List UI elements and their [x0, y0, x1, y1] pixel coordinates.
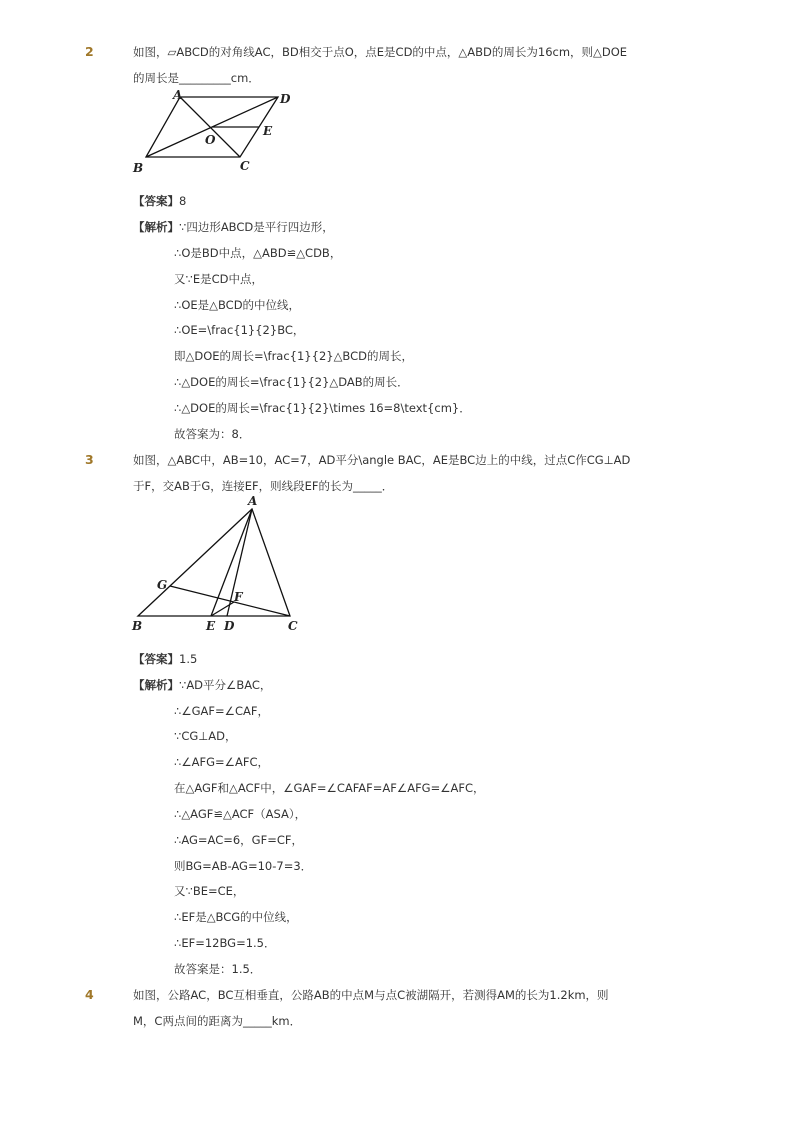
answer-value: 1.5 — [179, 652, 198, 666]
analysis-line: 则BG=AB-AG=10-7=3． — [174, 859, 313, 873]
analysis-line: ∴△DOE的周长=\frac{1}{2}△DAB的周长． — [174, 375, 409, 389]
triangle-abc — [138, 509, 290, 616]
q3-answer — [133, 651, 197, 667]
analysis-line: ∴AG=AC=6，GF=CF， — [174, 833, 303, 847]
label-b: B — [132, 619, 143, 633]
label-b: B — [133, 161, 144, 175]
label-c: C — [240, 159, 250, 173]
question-number-3: 3 — [85, 452, 94, 467]
analysis-line: 故答案是：1.5． — [174, 962, 262, 976]
analysis-line: ∵CG⊥AD， — [174, 729, 237, 743]
q3-analysis-first — [133, 677, 271, 693]
analysis-line: 在△AGF和△ACF中，∠GAF=∠CAFAF=AF∠AFG=∠AFC， — [174, 781, 485, 795]
q3-triangle-figure — [128, 494, 308, 634]
label-f: F — [234, 590, 243, 604]
analysis-line: ∵AD平分∠BAC， — [179, 678, 272, 692]
q2-answer — [133, 193, 186, 209]
analysis-line: ∴△AGF≌△ACF（ASA）， — [174, 807, 307, 821]
label-a: A — [173, 88, 183, 102]
analysis-line: ∴∠GAF=∠CAF， — [174, 704, 269, 718]
analysis-tag: 【解析】 — [133, 678, 179, 692]
q2-stem-line1: 如图，▱ABCD的对角线AC，BD相交于点O，点E是CD的中点，△ABD的周长为16cm，则△DOE — [133, 45, 628, 59]
analysis-tag: 【解析】 — [133, 220, 179, 234]
analysis-line: ∴OE=\frac{1}{2}BC， — [174, 323, 305, 337]
analysis-line: ∴OE是△BCD的中位线， — [174, 298, 301, 312]
label-g: G — [157, 578, 168, 592]
q2-analysis-first — [133, 219, 334, 235]
q4-stem-line1: 如图，公路AC，BC互相垂直，公路AB的中点M与点C被湖隔开，若测得AM的长为1.2km，则 — [133, 988, 609, 1002]
answer-tag: 【答案】 — [133, 652, 179, 666]
segment-ef — [211, 602, 234, 616]
analysis-line: ∵四边形ABCD是平行四边形， — [179, 220, 334, 234]
analysis-line: 即△DOE的周长=\frac{1}{2}△BCD的周长， — [174, 349, 413, 363]
analysis-line: ∴O是BD中点，△ABD≌△CDB， — [174, 246, 342, 260]
answer-value: 8 — [179, 194, 187, 208]
q3-stem-line1: 如图，△ABC中，AB=10，AC=7，AD平分\angle BAC，AE是BC边上的中线，过点C作CG⊥AD — [133, 453, 631, 467]
label-c: C — [288, 619, 298, 633]
question-number-2: 2 — [85, 44, 94, 59]
label-e: E — [263, 124, 273, 138]
analysis-line: 又∵BE=CE， — [174, 884, 245, 898]
analysis-line: ∴∠AFG=∠AFC， — [174, 755, 269, 769]
analysis-line: 故答案为：8． — [174, 427, 251, 441]
analysis-line: ∴△DOE的周长=\frac{1}{2}\times 16=8\text{cm}． — [174, 401, 471, 415]
label-d: D — [224, 619, 235, 633]
q2-stem-line2: 的周长是_________cm． — [133, 71, 260, 85]
label-a: A — [248, 494, 258, 508]
label-e: E — [206, 619, 216, 633]
q3-stem-line2: 于F，交AB于G，连接EF，则线段EF的长为_____． — [133, 479, 394, 493]
q2-parallelogram-figure — [130, 86, 310, 178]
label-o: O — [205, 133, 216, 147]
segment-cg — [170, 586, 290, 616]
analysis-line: 又∵E是CD中点， — [174, 272, 263, 286]
analysis-line: ∴EF是△BCG的中位线， — [174, 910, 298, 924]
label-d: D — [280, 92, 291, 106]
analysis-line: ∴EF=12BG=1.5． — [174, 936, 276, 950]
median-ae — [211, 509, 252, 616]
q4-stem-line2: M，C两点间的距离为_____km． — [133, 1014, 302, 1028]
answer-tag: 【答案】 — [133, 194, 179, 208]
question-number-4: 4 — [85, 987, 94, 1002]
